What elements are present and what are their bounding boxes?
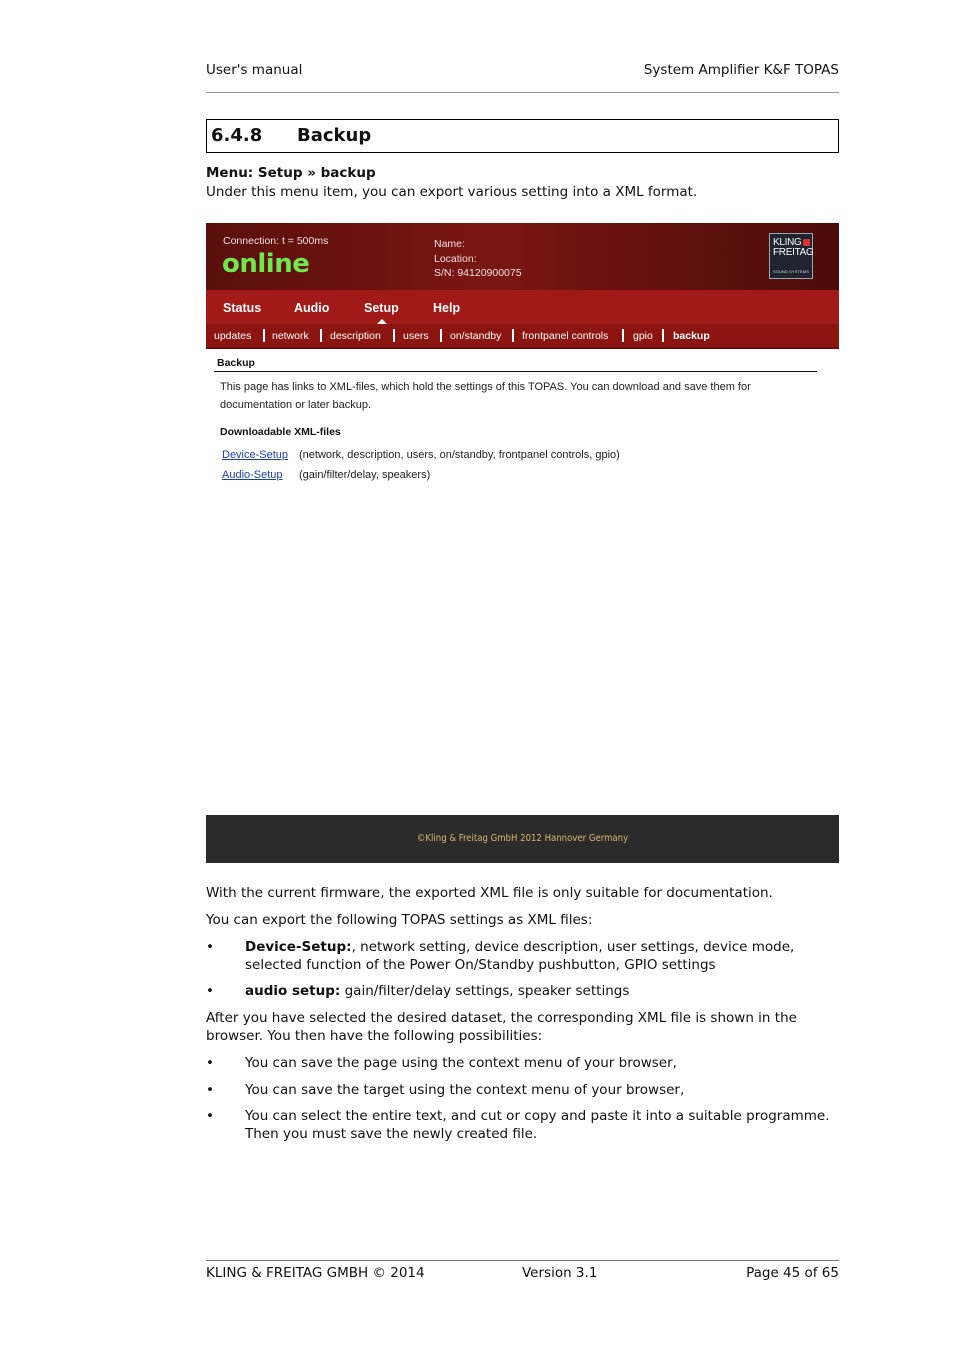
audio-setup-desc: (gain/filter/delay, speakers) xyxy=(299,469,431,481)
logo-line2: FREITAG xyxy=(773,247,814,258)
audio-setup-link[interactable]: Audio-Setup xyxy=(222,469,283,481)
subnav-users[interactable]: users xyxy=(403,330,429,342)
paragraph-after-select: After you have selected the desired dataset, the corresponding XML file is shown in the browser. You then have the following possibilities: xyxy=(206,1010,797,1044)
subnav-on-standby[interactable]: on/standby xyxy=(450,330,502,342)
webui-screenshot xyxy=(206,223,839,863)
header-right: System Amplifier K&F TOPAS xyxy=(643,62,839,78)
bullet-icon: • xyxy=(206,1082,214,1098)
logo-ampersand-icon xyxy=(803,239,810,246)
nav-status[interactable]: Status xyxy=(223,301,262,315)
logo-line3: SOUND SYSTEMS xyxy=(773,269,809,274)
bullet-text xyxy=(245,938,839,974)
subnav-separator xyxy=(622,329,624,342)
section-number: 6.4.8 xyxy=(211,125,263,146)
subnav-description[interactable]: description xyxy=(330,330,381,342)
header-left: User's manual xyxy=(206,62,303,78)
subnav-separator xyxy=(393,329,395,342)
downloads-heading: Downloadable XML-files xyxy=(220,426,341,438)
subnav-updates[interactable]: updates xyxy=(214,330,252,342)
serial-number: S/N: 94120900075 xyxy=(434,267,522,279)
device-setup-link[interactable]: Device-Setup xyxy=(222,449,289,461)
bullet-icon: • xyxy=(206,1055,214,1071)
device-setup-desc: (network, description, users, on/standby, frontpanel controls, gpio) xyxy=(299,449,620,461)
download-row xyxy=(222,469,431,481)
nav-help[interactable]: Help xyxy=(433,301,461,315)
location-label: Location: xyxy=(434,252,477,265)
bullet-bold: audio setup: xyxy=(245,983,341,999)
nav-setup[interactable]: Setup xyxy=(364,301,399,315)
logo-line1: KLING xyxy=(773,237,802,248)
intro-text: Under this menu item, you can export various setting into a XML format. xyxy=(206,184,698,200)
download-row xyxy=(222,449,620,461)
device-info xyxy=(434,237,522,281)
bullet-text: You can select the entire text, and cut or copy and paste it into a suitable programme. Then you must save the newly created file. xyxy=(245,1108,830,1142)
subnav-separator xyxy=(263,329,265,342)
webui-page-title: Backup xyxy=(217,357,255,369)
subnav-separator xyxy=(512,329,514,342)
nav-audio[interactable]: Audio xyxy=(294,301,330,315)
page-header xyxy=(206,62,839,80)
footer-left: KLING & FREITAG GMBH © 2014 xyxy=(206,1265,425,1281)
sub-nav xyxy=(206,324,839,349)
menu-path: Menu: Setup » backup xyxy=(206,165,376,181)
subnav-separator xyxy=(440,329,442,342)
bullet-icon: • xyxy=(206,939,214,955)
paragraph-firmware: With the current firmware, the exported XML file is only suitable for documentation. xyxy=(206,885,773,901)
bullet-icon: • xyxy=(206,983,214,999)
subnav-backup[interactable]: backup xyxy=(673,330,710,342)
subnav-separator xyxy=(320,329,322,342)
section-title: Backup xyxy=(297,125,372,146)
webui-copyright: ©Kling & Freitag GmbH 2012 Hannover Germany xyxy=(416,833,629,844)
webui-title-rule xyxy=(214,371,817,372)
bullet-text xyxy=(245,982,839,1000)
footer-center: Version 3.1 xyxy=(522,1265,598,1281)
name-label: Name: xyxy=(434,238,465,250)
footer-divider xyxy=(206,1260,839,1261)
header-divider xyxy=(206,92,839,93)
main-nav xyxy=(206,290,839,324)
subnav-separator xyxy=(662,329,664,342)
connection-status: Connection: t = 500ms xyxy=(223,235,329,247)
bullet-rest: , network setting, device description, user settings, device mode, selected function of the Power On/Standby pushbutton, GPIO settings xyxy=(245,939,795,973)
subnav-gpio[interactable]: gpio xyxy=(633,330,653,342)
webui-banner xyxy=(206,223,839,290)
bullet-text: You can save the target using the context menu of your browser, xyxy=(245,1082,685,1098)
section-heading xyxy=(206,119,839,153)
subnav-frontpanel-controls[interactable]: frontpanel controls xyxy=(522,330,609,342)
online-indicator: online xyxy=(222,249,310,279)
bullet-text: You can save the page using the context menu of your browser, xyxy=(245,1055,677,1071)
bullet-bold: Device-Setup: xyxy=(245,939,352,955)
webui-footer xyxy=(206,815,839,863)
kling-freitag-logo xyxy=(769,233,813,279)
footer-right: Page 45 of 65 xyxy=(746,1265,839,1281)
webui-page-description: This page has links to XML-files, which hold the settings of this TOPAS. You can download and save them for documentation or later backup. xyxy=(220,381,751,411)
bullet-icon: • xyxy=(206,1108,214,1124)
bullet-rest: gain/filter/delay settings, speaker settings xyxy=(340,983,630,999)
subnav-network[interactable]: network xyxy=(272,330,309,342)
paragraph-export-intro: You can export the following TOPAS settings as XML files: xyxy=(206,912,593,928)
